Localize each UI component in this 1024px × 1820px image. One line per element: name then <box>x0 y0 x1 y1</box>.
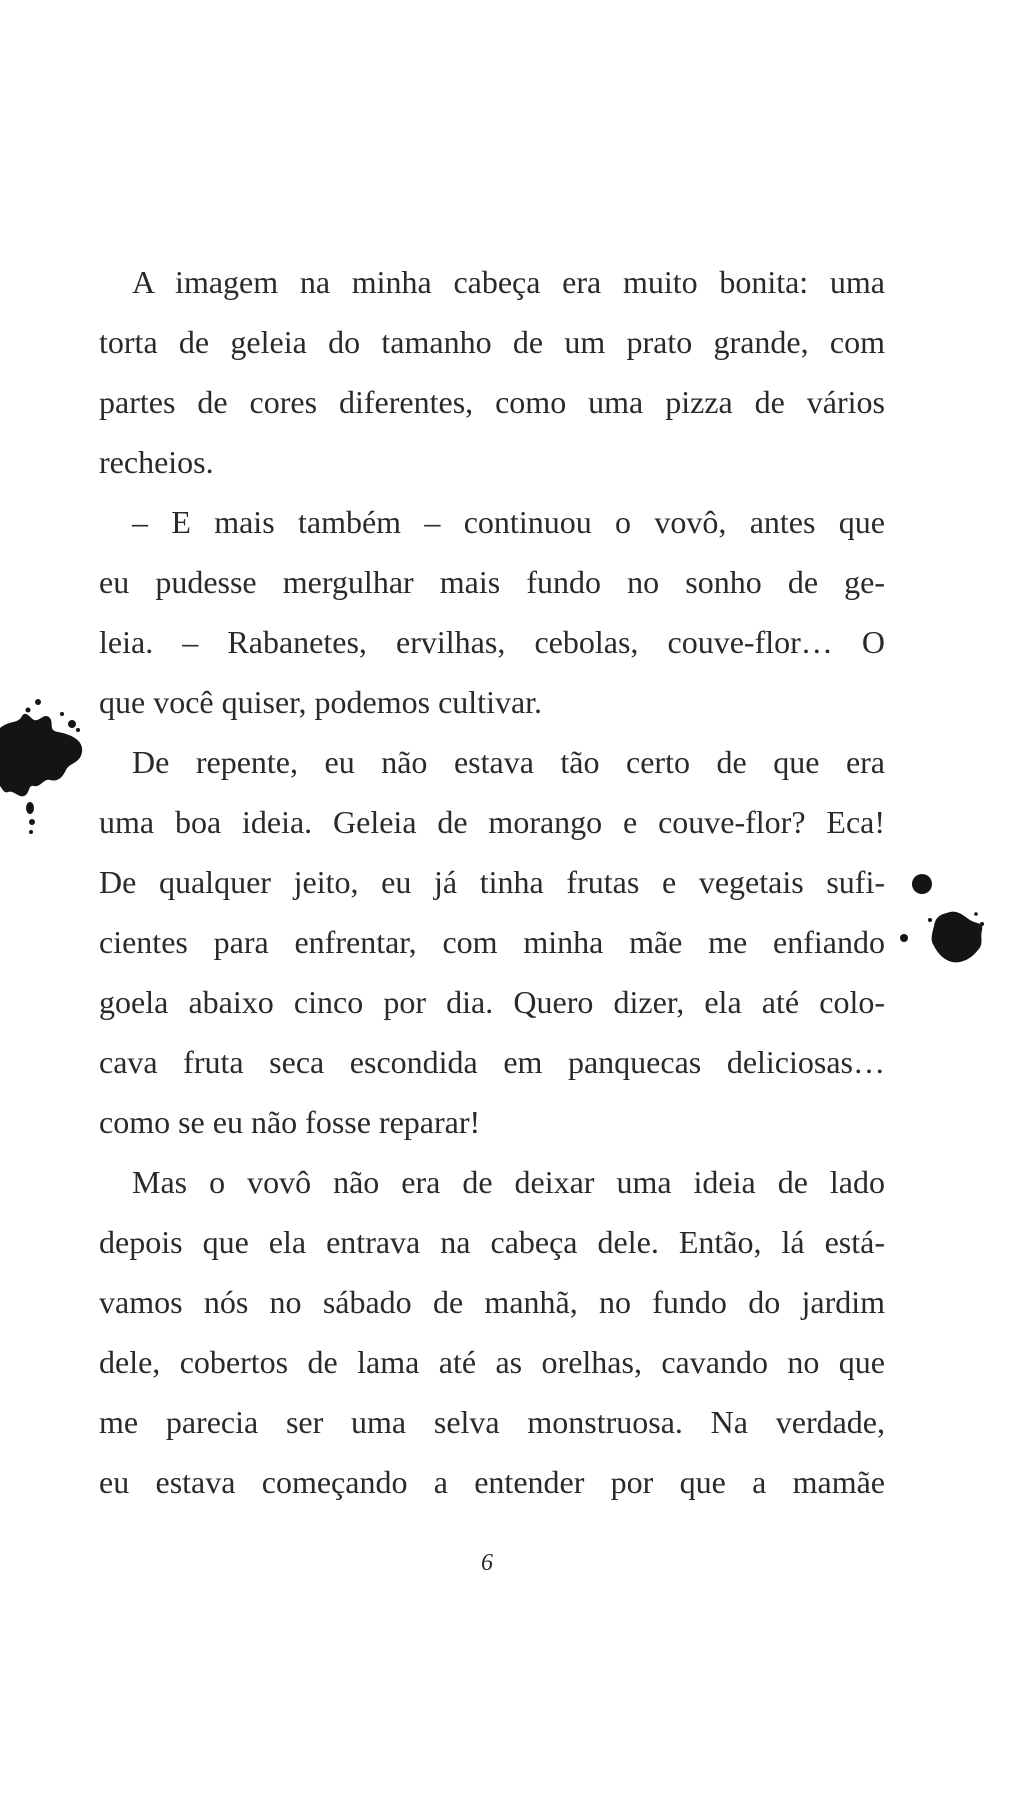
text-line: De qualquer jeito, eu já tinha frutas e vegetais sufi- <box>99 864 885 900</box>
text-line: dele, cobertos de lama até as orelhas, cavando no que <box>99 1344 885 1380</box>
text-line: leia. – Rabanetes, ervilhas, cebolas, couve-flor… O <box>99 624 885 660</box>
ink-splat-left-icon <box>0 690 90 840</box>
text-line: uma boa ideia. Geleia de morango e couve-flor? Eca! <box>99 804 885 840</box>
text-line: depois que ela entrava na cabeça dele. Então, lá está- <box>99 1224 885 1260</box>
text-line: goela abaixo cinco por dia. Quero dizer, ela até colo- <box>99 984 885 1020</box>
text-line: eu pudesse mergulhar mais fundo no sonho de ge- <box>99 564 885 600</box>
page-number: 6 <box>481 1550 493 1576</box>
ink-splat-right-icon <box>880 868 990 978</box>
text-line: cientes para enfrentar, com minha mãe me enfiando <box>99 924 885 960</box>
text-line: cava fruta seca escondida em panquecas deliciosas… <box>99 1044 885 1080</box>
text-line: partes de cores diferentes, como uma pizza de vários <box>99 384 885 420</box>
text-line: eu estava começando a entender por que a mamãe <box>99 1464 885 1500</box>
text-line: como se eu não fosse reparar! <box>99 1104 481 1140</box>
text-line: De repente, eu não estava tão certo de que era <box>132 744 885 780</box>
text-line: recheios. <box>99 444 214 480</box>
text-line: torta de geleia do tamanho de um prato grande, com <box>99 324 885 360</box>
text-line: me parecia ser uma selva monstruosa. Na verdade, <box>99 1404 885 1440</box>
text-line: A imagem na minha cabeça era muito bonita: uma <box>132 264 885 300</box>
body-text <box>99 252 885 1512</box>
text-line: que você quiser, podemos cultivar. <box>99 684 543 720</box>
text-line: – E mais também – continuou o vovô, antes que <box>132 504 885 540</box>
text-line: Mas o vovô não era de deixar uma ideia de lado <box>132 1164 885 1200</box>
text-line: vamos nós no sábado de manhã, no fundo do jardim <box>99 1284 885 1320</box>
